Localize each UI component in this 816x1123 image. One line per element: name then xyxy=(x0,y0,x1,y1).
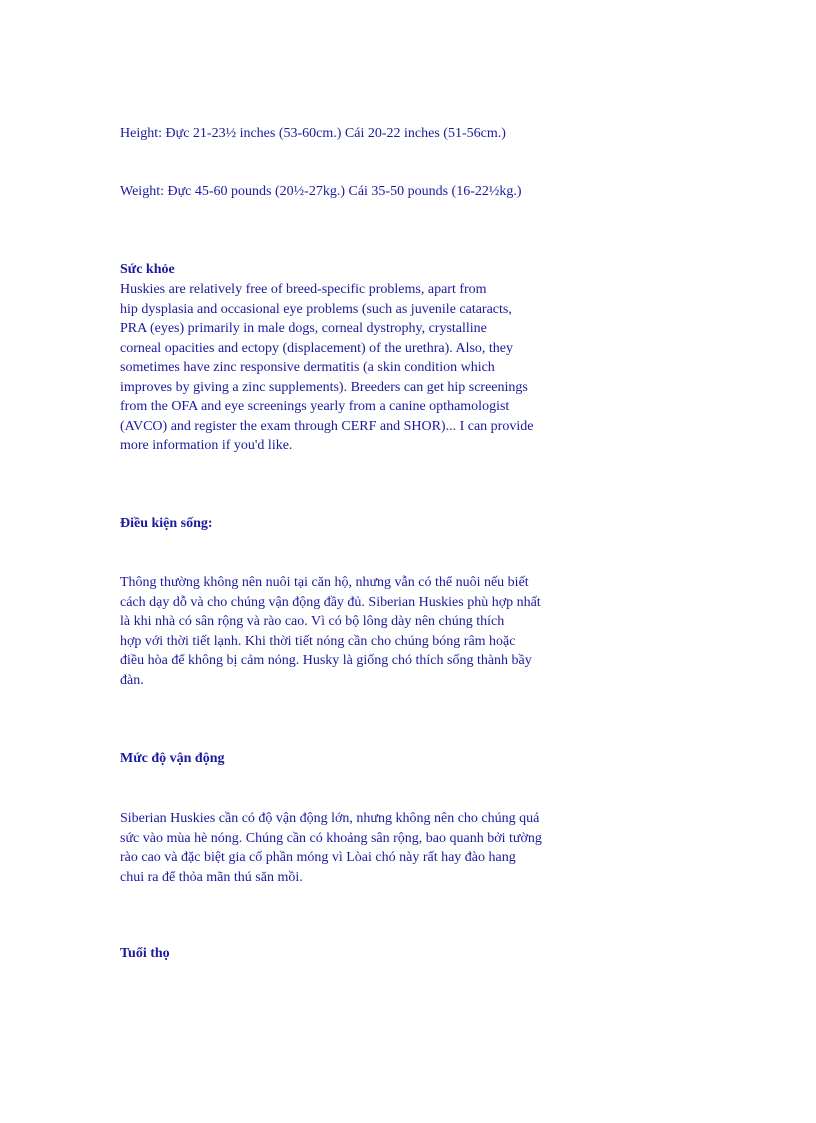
exercise-paragraph xyxy=(120,809,542,887)
paragraph-line: more information if you'd like. xyxy=(120,438,293,453)
paragraph-line: Huskies are relatively free of breed-specific problems, apart from xyxy=(120,282,487,297)
living-conditions-heading: Điều kiện sống: xyxy=(120,516,213,531)
paragraph-line: cách dạy dỗ và cho chúng vận động đầy đủ. Siberian Huskies phù hợp nhất xyxy=(120,594,541,610)
paragraph-line: improves by giving a zinc supplements). Breeders can get hip screenings xyxy=(120,379,528,395)
paragraph-line: PRA (eyes) primarily in male dogs, corneal dystrophy, crystalline xyxy=(120,321,487,336)
paragraph-line: rào cao và đặc biệt gia cố phần móng vì Lòai chó này rất hay đào hang xyxy=(120,850,516,865)
paragraph-line: là khi nhà có sân rộng và rào cao. Vì có bộ lông dày nên chúng thích xyxy=(120,614,505,629)
paragraph-line: đàn. xyxy=(120,672,144,688)
exercise-heading: Mức độ vận động xyxy=(120,751,225,766)
paragraph-line: Thông thường không nên nuôi tại căn hộ, nhưng vẫn có thể nuôi nếu biết xyxy=(120,575,529,590)
weight-line: Weight: Đực 45-60 pounds (20½-27kg.) Cái 35-50 pounds (16-22½kg.) xyxy=(120,184,522,199)
health-heading: Sức khỏe xyxy=(120,262,175,277)
health-paragraph xyxy=(120,280,533,456)
paragraph-line: sức vào mùa hè nóng. Chúng cần có khoảng sân rộng, bao quanh bởi tường xyxy=(120,830,542,846)
height-line: Height: Đực 21-23½ inches (53-60cm.) Cái 20-22 inches (51-56cm.) xyxy=(120,126,506,141)
paragraph-line: sometimes have zinc responsive dermatitis (a skin condition which xyxy=(120,360,495,375)
paragraph-line: Siberian Huskies cần có độ vận động lớn, nhưng không nên cho chúng quá xyxy=(120,811,540,826)
paragraph-line: hip dysplasia and occasional eye problems (such as juvenile cataracts, xyxy=(120,301,512,317)
paragraph-line: chui ra để thỏa mãn thú săn mồi. xyxy=(120,869,303,885)
paragraph-line: điều hòa để không bị cảm nóng. Husky là giống chó thích sống thành bầy xyxy=(120,653,532,668)
lifespan-heading: Tuổi thọ xyxy=(120,946,170,961)
paragraph-line: corneal opacities and ectopy (displacement) of the urethra). Also, they xyxy=(120,340,514,356)
paragraph-line: from the OFA and eye screenings yearly from a canine opthamologist xyxy=(120,399,510,414)
paragraph-line: hợp với thời tiết lạnh. Khi thời tiết nóng cần cho chúng bóng râm hoặc xyxy=(120,633,516,649)
living-conditions-paragraph xyxy=(120,573,541,690)
paragraph-line: (AVCO) and register the exam through CERF and SHOR)... I can provide xyxy=(120,418,534,434)
